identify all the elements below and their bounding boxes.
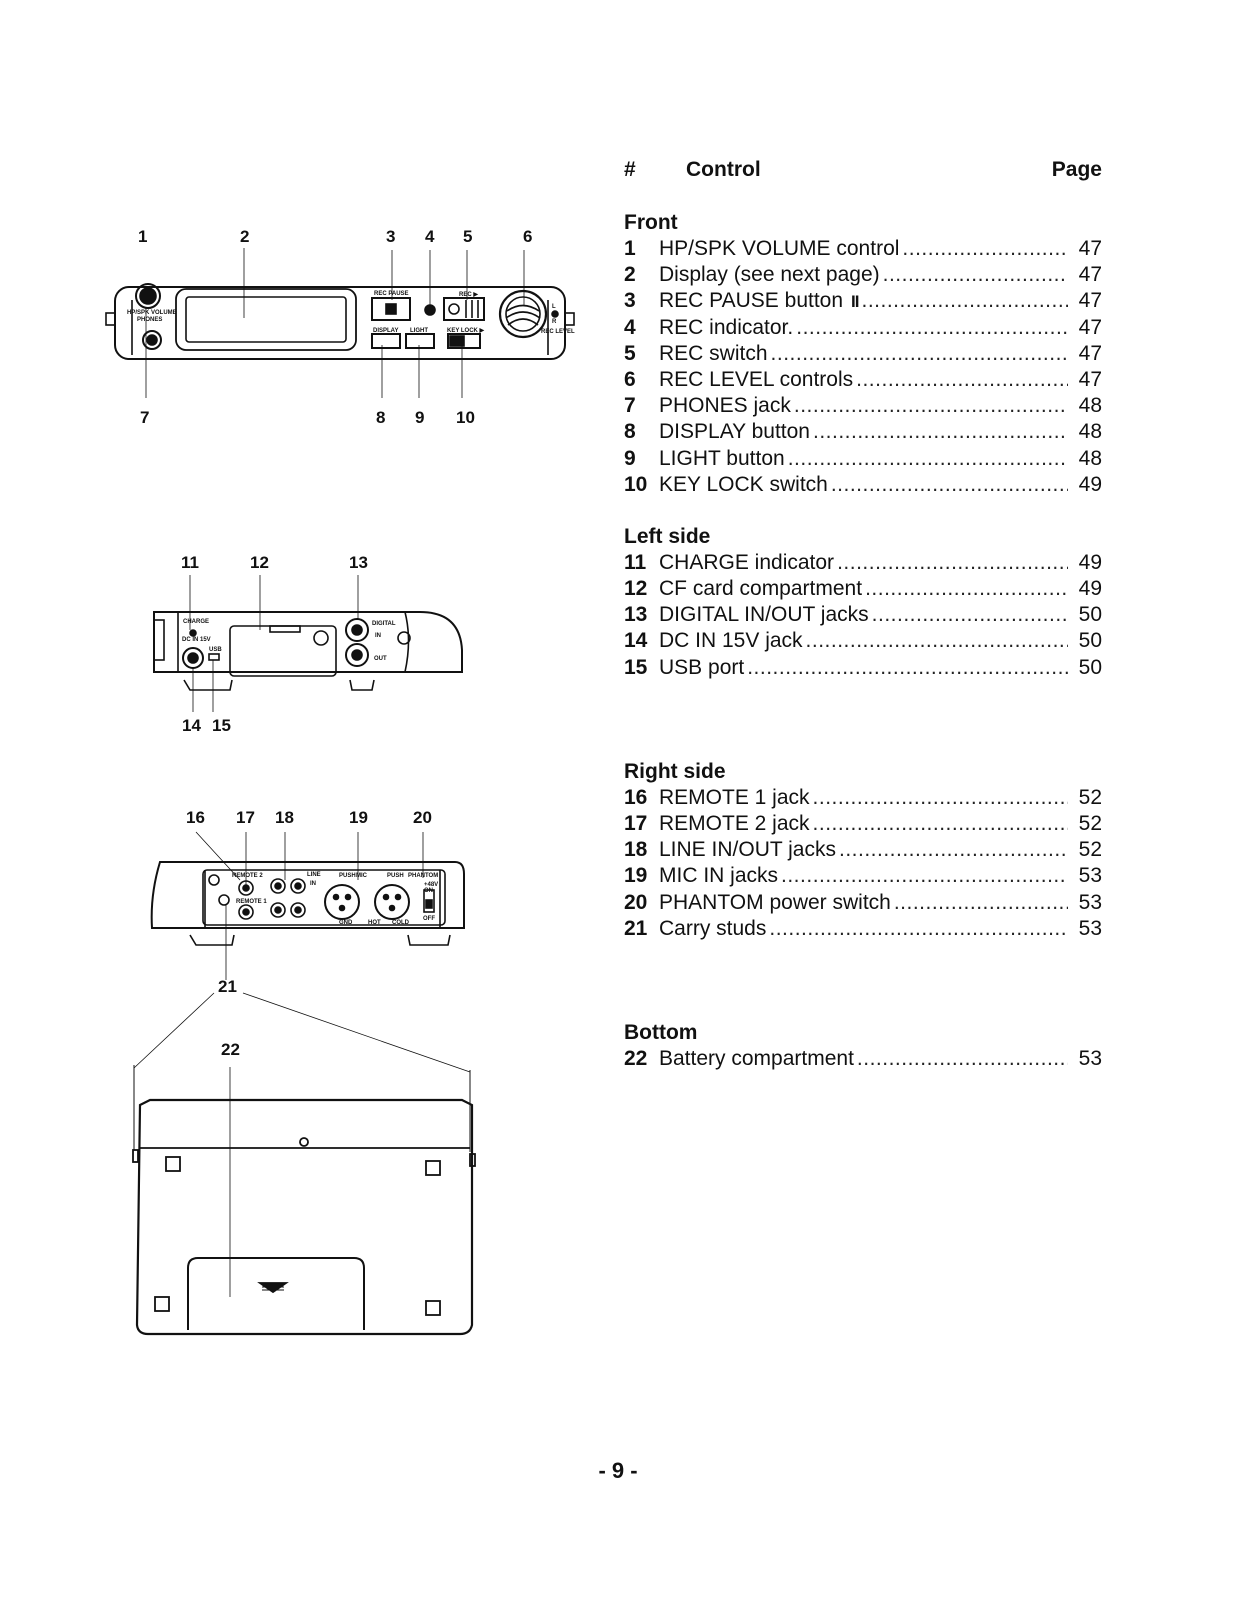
item-label: LINE IN/OUT jacks xyxy=(659,838,836,862)
callout-15: 15 xyxy=(212,716,231,735)
item-number: 4 xyxy=(624,315,636,339)
right-cold-label: COLD xyxy=(392,920,409,926)
item-page: 50 xyxy=(1078,655,1102,679)
front-l-label: L xyxy=(552,304,556,310)
item-page: 47 xyxy=(1078,315,1102,339)
item-number: 5 xyxy=(624,341,636,365)
right-mic-label: MIC xyxy=(356,873,367,879)
item-number: 11 xyxy=(624,550,647,574)
callout-22: 22 xyxy=(221,1040,240,1059)
section-front xyxy=(624,210,1102,498)
callout-16: 16 xyxy=(186,808,205,827)
list-item xyxy=(624,785,1102,811)
callout-17: 17 xyxy=(236,808,255,827)
item-label: CHARGE indicator xyxy=(659,550,835,574)
item-label: REC PAUSE button xyxy=(659,289,844,313)
item-label: REC indicator. xyxy=(659,315,794,339)
leader-dots xyxy=(857,1046,1068,1072)
item-label: MIC IN jacks xyxy=(659,864,779,888)
item-number: 3 xyxy=(624,289,636,313)
item-page: 49 xyxy=(1078,472,1102,496)
item-page: 48 xyxy=(1078,446,1102,470)
left-charge-label: CHARGE xyxy=(183,619,210,625)
callout-1: 1 xyxy=(138,227,148,246)
front-light-label: LIGHT xyxy=(410,328,428,334)
item-label: LIGHT button xyxy=(659,446,785,470)
callout-4: 4 xyxy=(425,227,435,246)
list-item xyxy=(624,419,1102,445)
item-page: 53 xyxy=(1078,916,1102,940)
item-page: 52 xyxy=(1078,785,1102,809)
item-label: Carry studs xyxy=(659,916,767,940)
right-gnd-label: GND xyxy=(339,920,353,926)
item-number: 21 xyxy=(624,916,648,940)
item-label: REMOTE 1 jack xyxy=(659,785,810,809)
item-number: 2 xyxy=(624,263,636,287)
left-side-view xyxy=(154,575,462,712)
leader-dots xyxy=(771,341,1068,367)
callout-12: 12 xyxy=(250,553,269,572)
table-header xyxy=(624,150,1102,194)
left-usb-label: USB xyxy=(209,647,222,653)
right-on-label: ON xyxy=(424,888,433,894)
item-label: DIGITAL IN/OUT jacks xyxy=(659,603,869,627)
front-hp-spk-label: HP/SPK VOLUME xyxy=(127,310,177,316)
leader-dots xyxy=(813,811,1068,837)
leader-dots xyxy=(872,602,1068,628)
section-left-side xyxy=(624,524,1102,681)
item-number: 1 xyxy=(624,237,636,260)
item-page: 49 xyxy=(1078,550,1102,574)
leader-dots xyxy=(796,315,1068,341)
item-number: 18 xyxy=(624,838,648,862)
list-item xyxy=(624,837,1102,863)
list-item xyxy=(624,602,1102,628)
leader-dots xyxy=(813,419,1068,445)
item-page: 47 xyxy=(1078,341,1102,365)
list-item xyxy=(624,393,1102,419)
left-digital-label: DIGITAL xyxy=(372,621,396,627)
front-rec-level-label: REC LEVEL xyxy=(541,329,575,335)
list-item xyxy=(624,472,1102,498)
left-in-label: IN xyxy=(375,633,381,639)
item-label: DC IN 15V jack xyxy=(659,629,803,653)
section-right-side xyxy=(624,759,1102,942)
callout-19: 19 xyxy=(349,808,368,827)
callout-11: 11 xyxy=(181,553,199,572)
right-push-label-2: PUSH xyxy=(387,873,404,879)
leader-dots xyxy=(856,367,1068,393)
front-key-lock-label: KEY LOCK ▶ xyxy=(447,328,485,334)
list-item xyxy=(624,341,1102,367)
item-number: 16 xyxy=(624,785,648,809)
section-title: Right side xyxy=(624,759,726,783)
item-label: HP/SPK VOLUME control xyxy=(659,237,900,260)
list-item xyxy=(624,576,1102,602)
callout-20: 20 xyxy=(413,808,432,827)
item-number: 12 xyxy=(624,577,648,601)
item-page: 47 xyxy=(1078,367,1102,391)
left-out-label: OUT xyxy=(374,656,387,662)
list-item xyxy=(624,446,1102,472)
item-page: 50 xyxy=(1078,603,1102,627)
item-page: 52 xyxy=(1078,812,1102,835)
right-phantom-label: PHANTOM xyxy=(408,873,439,879)
item-label: PHANTOM power switch xyxy=(659,890,891,914)
item-page: 53 xyxy=(1078,890,1102,914)
leader-dots xyxy=(837,550,1068,576)
item-page: 47 xyxy=(1078,289,1102,313)
item-page: 53 xyxy=(1078,864,1102,888)
right-remote1-label: REMOTE 1 xyxy=(236,899,267,905)
callout-10: 10 xyxy=(456,408,475,427)
item-number: 7 xyxy=(624,394,636,418)
section-title: Left side xyxy=(624,524,711,548)
front-r-label: R xyxy=(552,319,557,325)
callout-3: 3 xyxy=(386,227,396,246)
header-control: Control xyxy=(686,158,761,181)
item-number: 6 xyxy=(624,367,636,391)
item-label: CF card compartment xyxy=(659,577,863,601)
page-number: - 9 - xyxy=(598,1458,638,1483)
leader-dots xyxy=(788,446,1068,472)
leader-dots xyxy=(839,837,1068,863)
control-table xyxy=(624,150,1102,1072)
front-view xyxy=(106,248,574,398)
right-side-view xyxy=(152,832,464,980)
leader-dots xyxy=(883,262,1068,288)
list-item xyxy=(624,367,1102,393)
item-number: 10 xyxy=(624,472,648,496)
section-bottom xyxy=(624,1020,1102,1072)
item-label: REC switch xyxy=(659,341,768,365)
callout-7: 7 xyxy=(140,408,150,427)
front-phones-label: PHONES xyxy=(137,317,163,323)
list-item xyxy=(624,890,1102,916)
item-page: 49 xyxy=(1078,577,1102,601)
callout-5: 5 xyxy=(463,227,473,246)
list-item xyxy=(624,811,1102,837)
callout-18: 18 xyxy=(275,808,294,827)
list-item xyxy=(624,1046,1102,1072)
item-page: 47 xyxy=(1078,237,1102,260)
item-label: PHONES jack xyxy=(659,394,791,418)
item-number: 13 xyxy=(624,603,648,627)
section-title: Front xyxy=(624,211,678,234)
list-item xyxy=(624,262,1102,288)
leader-dots xyxy=(813,785,1068,811)
item-label: REMOTE 2 jack xyxy=(659,812,810,835)
list-item xyxy=(624,288,1102,314)
item-number: 22 xyxy=(624,1046,648,1070)
item-number: 9 xyxy=(624,446,636,470)
item-number: 8 xyxy=(624,420,636,444)
leader-dots xyxy=(794,393,1068,419)
left-dc-in-label: DC IN 15V xyxy=(182,637,211,643)
callout-13: 13 xyxy=(349,553,368,572)
callout-8: 8 xyxy=(376,408,386,427)
header-number: # xyxy=(624,158,636,181)
device-illustrations xyxy=(0,0,640,1420)
right-hot-label: HOT xyxy=(368,920,381,926)
callout-6: 6 xyxy=(523,227,533,246)
item-label: DISPLAY button xyxy=(659,420,810,444)
list-item xyxy=(624,655,1102,681)
leader-dots xyxy=(747,655,1068,681)
callout-21: 21 xyxy=(218,977,237,996)
leader-dots xyxy=(894,890,1068,916)
right-remote2-label: REMOTE 2 xyxy=(232,873,263,879)
item-number: 14 xyxy=(624,629,648,653)
item-number: 19 xyxy=(624,864,648,888)
item-page: 50 xyxy=(1078,629,1102,653)
callout-9: 9 xyxy=(415,408,425,427)
callout-14: 14 xyxy=(182,716,201,735)
right-line-label: LINE xyxy=(307,872,321,878)
item-page: 53 xyxy=(1078,1046,1102,1070)
item-number: 15 xyxy=(624,655,648,679)
leader-dots xyxy=(769,916,1068,942)
list-item xyxy=(624,236,1102,262)
item-page: 48 xyxy=(1078,420,1102,444)
right-push-label-1: PUSH xyxy=(339,873,356,879)
item-page: 47 xyxy=(1078,263,1102,287)
front-rec-pause-label: REC PAUSE xyxy=(374,291,409,297)
right-off-label: OFF xyxy=(423,916,435,922)
item-label: KEY LOCK switch xyxy=(659,472,828,496)
list-item xyxy=(624,916,1102,942)
right-in-label: IN xyxy=(310,881,316,887)
front-rec-label: REC ▶ xyxy=(459,292,478,298)
item-label: Battery compartment xyxy=(659,1046,854,1070)
leader-dots xyxy=(865,576,1068,602)
callout-2: 2 xyxy=(240,227,250,246)
header-page: Page xyxy=(1051,158,1102,181)
right-48v-label: +48V xyxy=(424,882,439,888)
leader-dots xyxy=(861,288,1068,314)
section-title: Bottom xyxy=(624,1020,698,1044)
item-label: USB port xyxy=(659,655,745,679)
item-number: 20 xyxy=(624,890,648,914)
list-item xyxy=(624,315,1102,341)
leader-dots xyxy=(831,472,1068,498)
leader-dots xyxy=(781,863,1068,889)
item-page: 52 xyxy=(1078,838,1102,862)
item-label: Display (see next page) xyxy=(659,263,880,287)
leader-dots xyxy=(902,236,1068,262)
front-display-label: DISPLAY xyxy=(373,328,399,334)
pause-icon: II xyxy=(851,292,859,312)
leader-dots xyxy=(806,628,1068,654)
list-item xyxy=(624,550,1102,576)
bottom-view xyxy=(133,993,475,1334)
list-item xyxy=(624,628,1102,654)
item-page: 48 xyxy=(1078,394,1102,418)
item-number: 17 xyxy=(624,812,648,835)
item-label: REC LEVEL controls xyxy=(659,367,854,391)
list-item xyxy=(624,863,1102,889)
